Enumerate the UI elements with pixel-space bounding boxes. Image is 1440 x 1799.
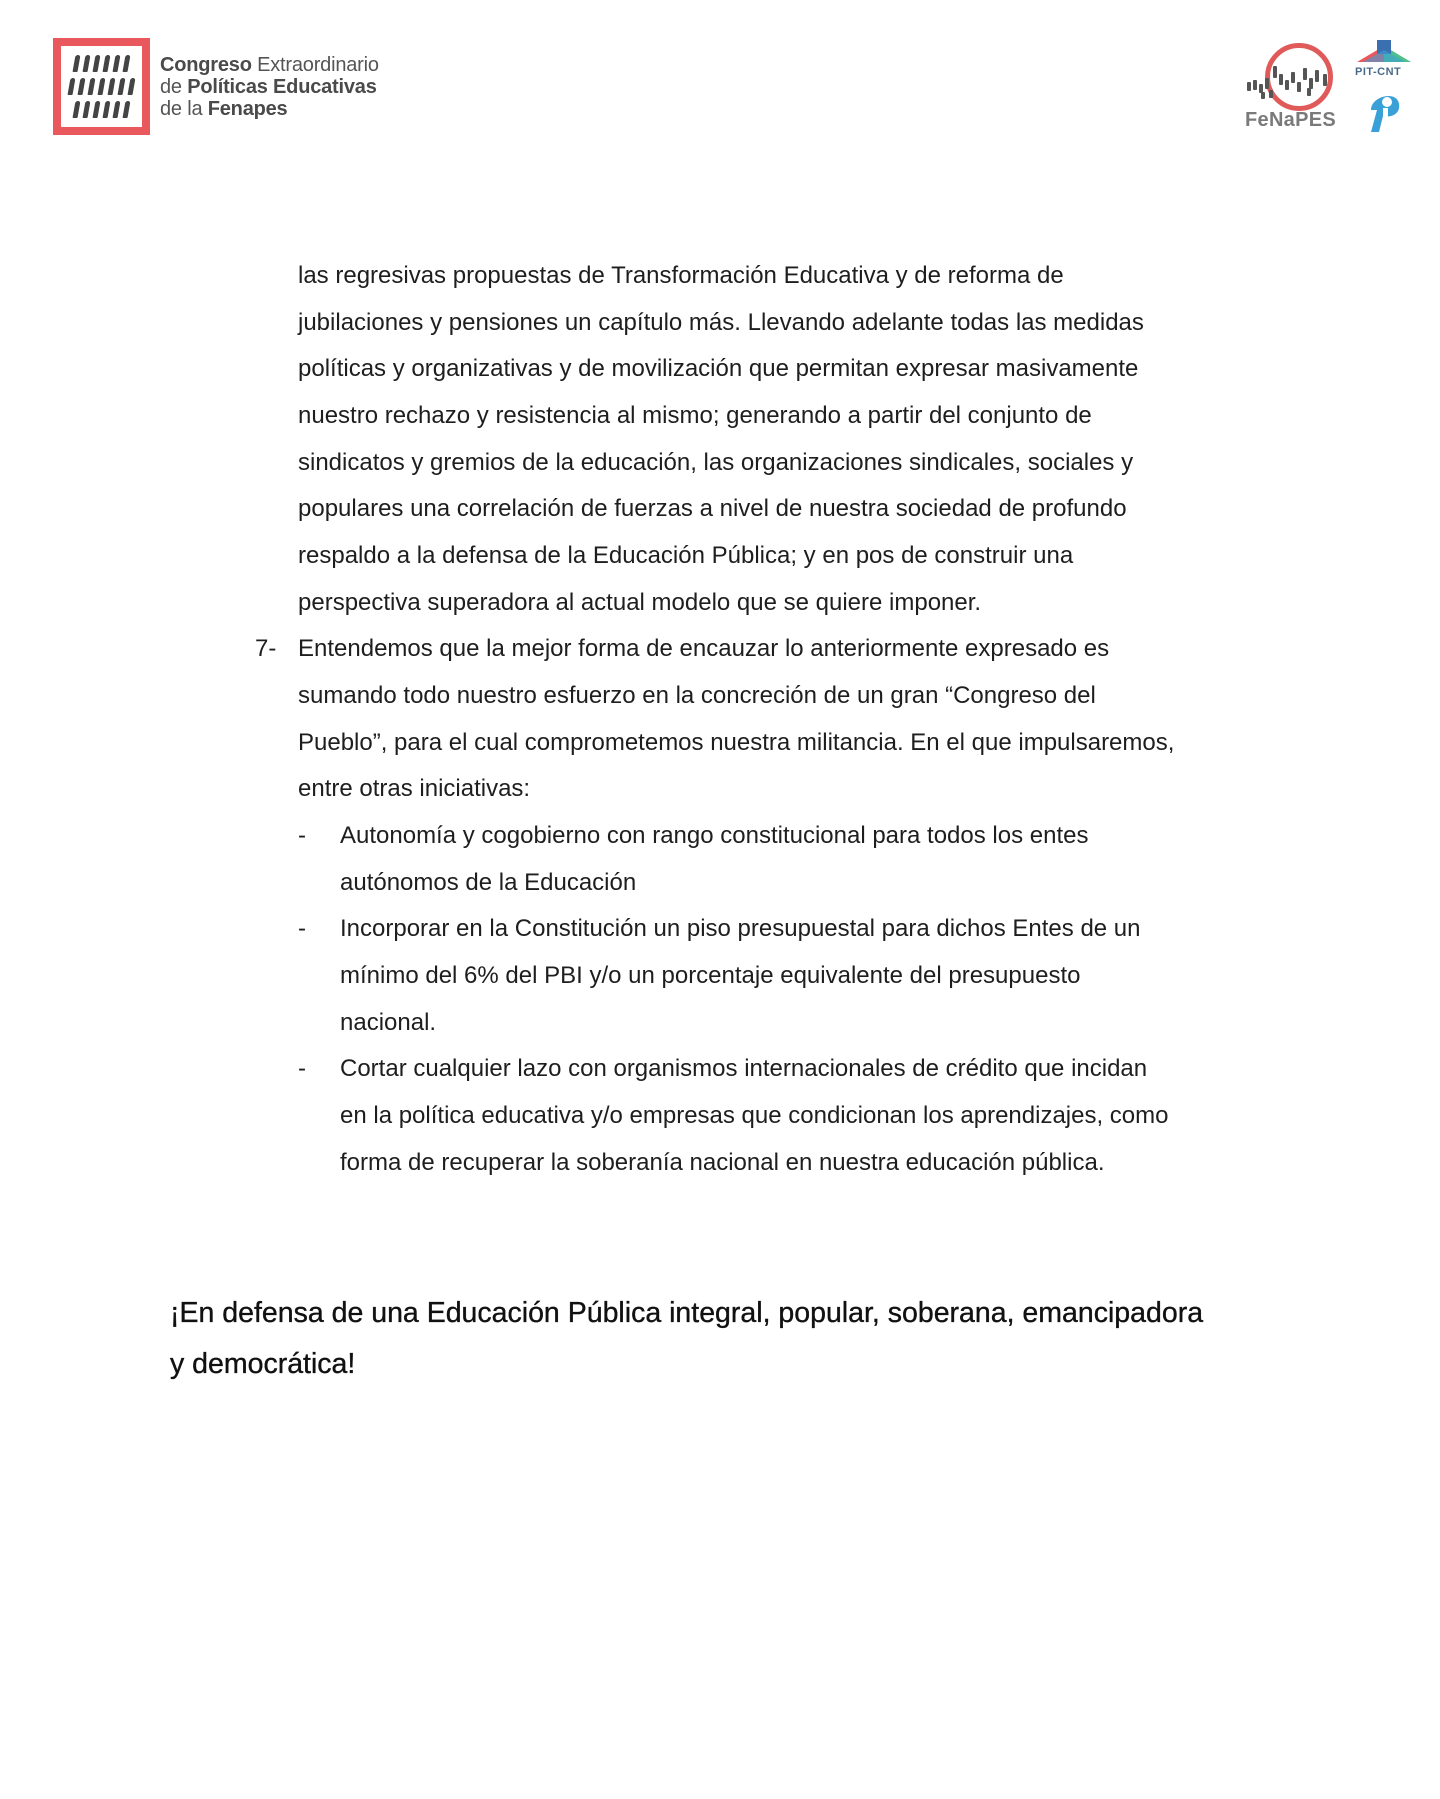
- item-line: sumando todo nuestro esfuerzo en la concreción de un gran “Congreso del: [298, 682, 1096, 709]
- paragraph-line: sindicatos y gremios de la educación, las organizaciones sindicales, sociales y: [298, 449, 1134, 476]
- item-line: Entendemos que la mejor forma de encauzar lo anteriormente expresado es: [298, 635, 1110, 662]
- fenapes-logo-text: FeNaPES: [1245, 109, 1337, 131]
- paragraph-line: las regresivas propuestas de Transformación Educativa y de reforma de: [298, 262, 1064, 289]
- pitcnt-roof-icon: [1357, 40, 1411, 64]
- pitcnt-logo-text: PIT-CNT: [1355, 66, 1402, 78]
- closing-statement-line: y democrática!: [170, 1348, 356, 1380]
- bullet-marker: -: [298, 915, 306, 942]
- paragraph-line: nuestro rechazo y resistencia al mismo; generando a partir del conjunto de: [298, 402, 1092, 429]
- paragraph-line: populares una correlación de fuerzas a nivel de nuestra sociedad de profundo: [298, 495, 1127, 522]
- logo-line1-rest: Extraordinario: [257, 53, 379, 76]
- paragraph-line: respaldo a la defensa de la Educación Pública; y en pos de construir una: [298, 542, 1074, 569]
- bullet-line: en la política educativa y/o empresas que condicionan los aprendizajes, como: [340, 1102, 1169, 1129]
- bullet-line: nacional.: [340, 1009, 437, 1036]
- logo-line1-bold: Congreso: [160, 53, 252, 76]
- bullet-line: mínimo del 6% del PBI y/o un porcentaje equivalente del presupuesto: [340, 962, 1081, 989]
- item-number: 7-: [255, 635, 277, 662]
- paragraph-line: políticas y organizativas y de movilización que permitan expresar masivamente: [298, 355, 1139, 382]
- logo-line2-pre: de: [160, 75, 182, 98]
- item-line: entre otras iniciativas:: [298, 775, 531, 802]
- bullet-line: forma de recuperar la soberanía nacional en nuestra educación pública.: [340, 1149, 1105, 1176]
- item-line: Pueblo”, para el cual comprometemos nuestra militancia. En el que impulsaremos,: [298, 729, 1175, 756]
- logo-line3-pre: de la: [160, 97, 203, 120]
- logo-line3-bold: Fenapes: [207, 97, 288, 120]
- paragraph-line: jubilaciones y pensiones un capítulo más. Llevando adelante todas las medidas: [298, 309, 1144, 336]
- pitcnt-i-icon: [1363, 88, 1405, 134]
- bullet-line: Autonomía y cogobierno con rango constitucional para todos los entes: [340, 822, 1089, 849]
- logo-line2-bold: Políticas Educativas: [187, 75, 377, 98]
- paragraph-line: perspectiva superadora al actual modelo que se quiere imponer.: [298, 589, 982, 616]
- partner-logos: [1235, 38, 1425, 138]
- bullet-marker: -: [298, 822, 306, 849]
- congress-logo-text: [160, 54, 379, 120]
- congress-logo: [53, 38, 379, 135]
- closing-statement-line: ¡En defensa de una Educación Pública integral, popular, soberana, emancipadora: [170, 1297, 1204, 1329]
- bullet-line: autónomos de la Educación: [340, 869, 637, 896]
- fenapes-crowd-icon: [1245, 60, 1345, 100]
- bullet-line: Incorporar en la Constitución un piso presupuestal para dichos Entes de un: [340, 915, 1141, 942]
- congress-logo-mark: [53, 38, 150, 135]
- bullet-line: Cortar cualquier lazo con organismos internacionales de crédito que incidan: [340, 1055, 1148, 1082]
- bullet-marker: -: [298, 1055, 306, 1082]
